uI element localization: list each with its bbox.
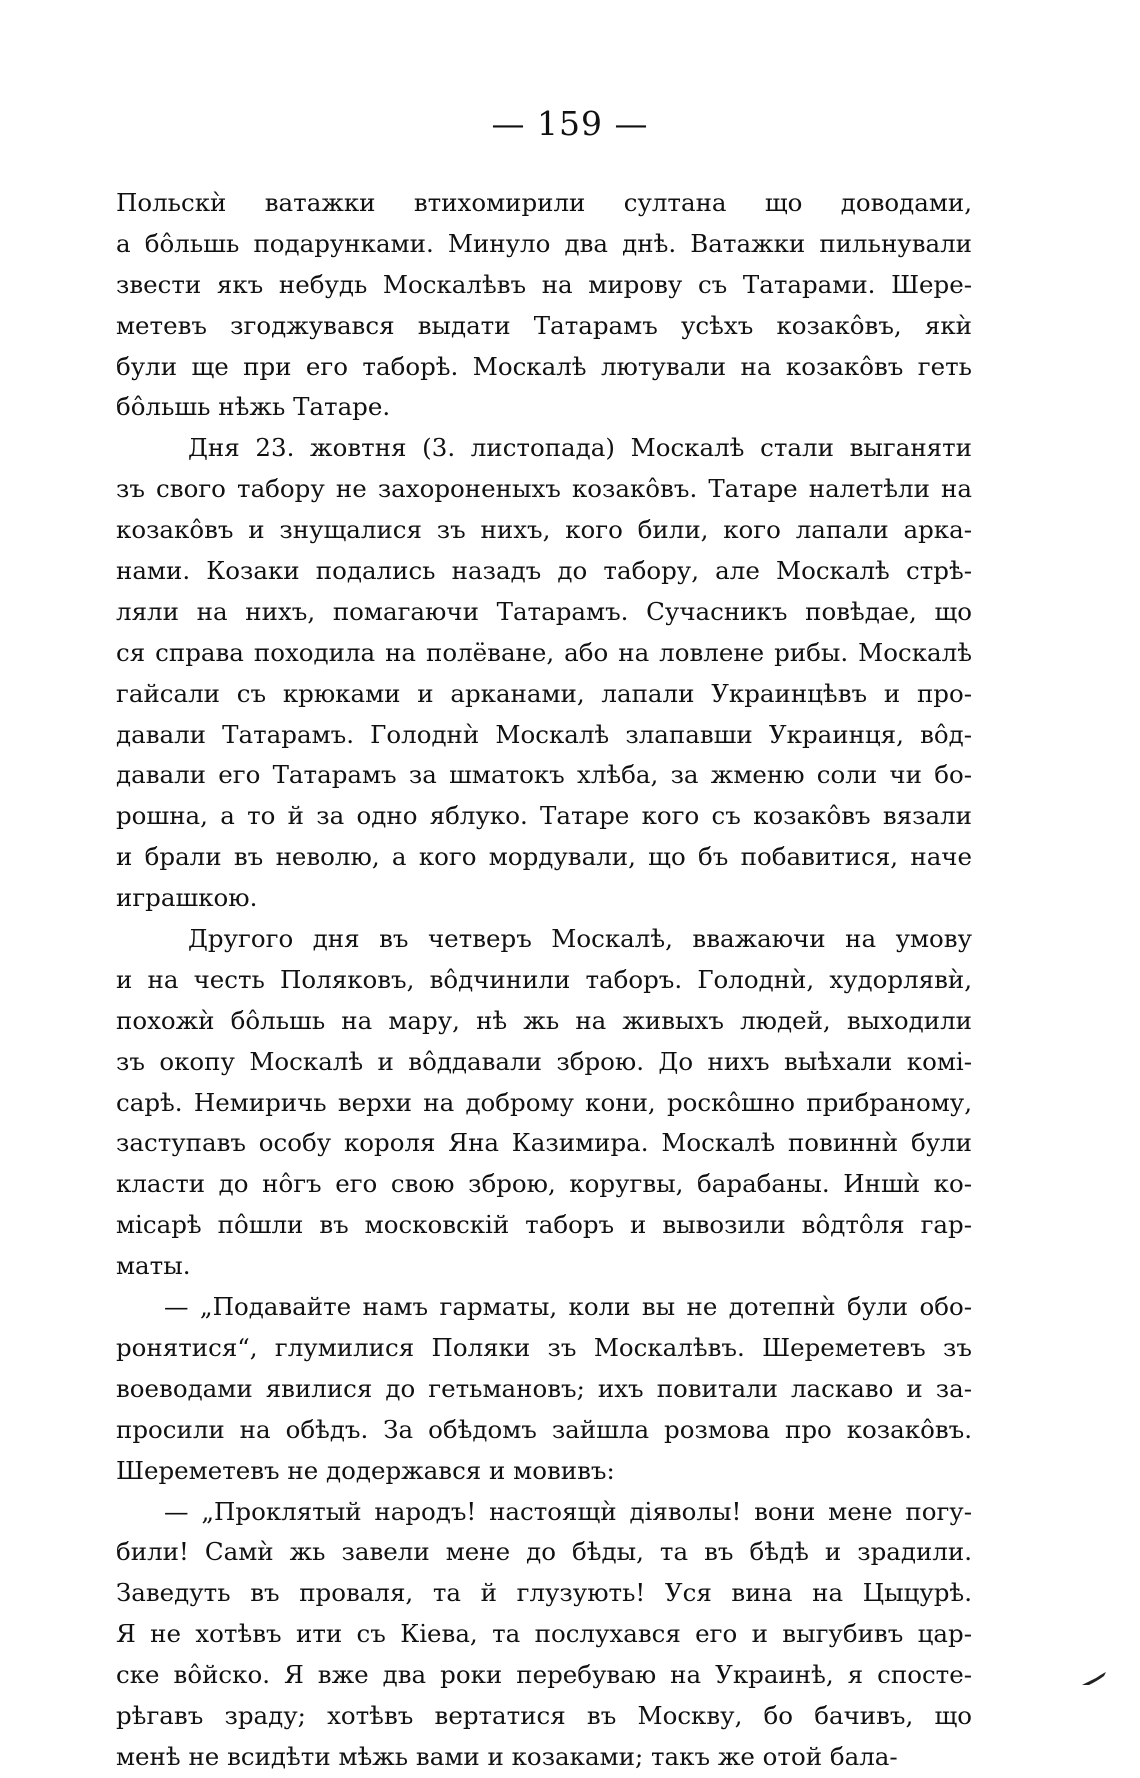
text-line: рѣгавъ зраду; хотѣвъ вертатися въ Москву, бо бачивъ, що bbox=[116, 1700, 972, 1730]
paragraph bbox=[116, 919, 972, 1287]
text-line: рошна, а то й за одно яблуко. Татаре кого съ козакôвъ вязали bbox=[116, 801, 972, 831]
text-line: играшкою. bbox=[116, 883, 258, 913]
text-line: сарѣ. Немиричь верхи на доброму кони, роскôшно прибраному, bbox=[116, 1087, 972, 1117]
paragraph bbox=[116, 183, 972, 428]
text-line: Шереметевъ не додержався и мовивъ: bbox=[116, 1455, 615, 1485]
text-line: ске вôйско. Я вже два роки перебуваю на Украинѣ, я спосте- bbox=[116, 1660, 972, 1690]
text-line: ляли на нихъ, помагаючи Татарамъ. Сучасникъ повѣдае, що bbox=[116, 596, 972, 626]
text-line: Польскѝ ватажки втихомирили султана що доводами, bbox=[116, 188, 972, 217]
text-line: бôльшь нѣжь Татаре. bbox=[116, 392, 391, 422]
text-line: менѣ не всидѣти мѣжь вами и козаками; такъ же отой бала- bbox=[116, 1741, 898, 1771]
text-line: зъ окопу Москалѣ и вôддавали зброю. До нихъ выѣхали комі- bbox=[116, 1046, 972, 1076]
text-line: звести якъ небудь Москалѣвъ на мирову съ Татарами. Шере- bbox=[116, 269, 972, 299]
text-line: — „Проклятый народъ! настоящѝ діяволы! вони мене погу- bbox=[164, 1496, 972, 1526]
text-line: — „Подавайте намъ гарматы, коли вы не дотепнѝ були обо- bbox=[164, 1292, 972, 1322]
text-line: били! Самѝ жь завели мене до бѣды, та въ бѣдѣ и зрадили. bbox=[116, 1537, 972, 1567]
text-line: гайсали съ крюками и арканами, лапали Украинцѣвъ и про- bbox=[116, 678, 972, 708]
text-line: Дня 23. жовтня (3. листопада) Москалѣ стали выганяти bbox=[188, 433, 972, 463]
text-line: давали Татарамъ. Голоднѝ Москалѣ злапавши Украинця, вôд- bbox=[116, 719, 972, 749]
body-text bbox=[116, 183, 972, 1778]
text-line: метевъ згоджувався выдати Татарамъ усѣхъ козакôвъ, якѝ bbox=[116, 310, 972, 340]
text-line: козакôвъ и знущалися зъ нихъ, кого били, кого лапали арка- bbox=[116, 515, 972, 545]
text-line: ронятися“, глумилися Поляки зъ Москалѣвъ. Шереметевъ зъ bbox=[116, 1332, 972, 1362]
text-line: нами. Козаки подались назадъ до табору, але Москалѣ стрѣ- bbox=[116, 556, 972, 586]
text-line: були ще при его таборѣ. Москалѣ лютували на козакôвъ геть bbox=[116, 351, 972, 381]
text-line: Другого дня въ четверъ Москалѣ, вважаючи на умову bbox=[188, 924, 972, 954]
text-line: заступавъ особу короля Яна Казимира. Москалѣ повиннѝ були bbox=[116, 1128, 972, 1158]
text-line: місарѣ пôшли въ московскій таборъ и вывозили вôдтôля гар- bbox=[116, 1210, 972, 1240]
paragraph bbox=[116, 1287, 972, 1491]
text-line: воеводами явилися до гетьмановъ; ихъ повитали ласкаво и за- bbox=[116, 1373, 972, 1403]
text-line: и на честь Поляковъ, вôдчинили таборъ. Голоднѝ, худорлявѝ, bbox=[116, 964, 972, 994]
page-number: — 159 — bbox=[491, 104, 649, 143]
text-line: просили на обѣдъ. За обѣдомъ зайшла розмова про козакôвъ. bbox=[116, 1414, 972, 1444]
text-line: класти до нôгъ его свою зброю, коругвы, барабаны. Иншѝ ко- bbox=[116, 1169, 972, 1199]
text-line: Заведуть въ проваля, та й глузують! Уся вина на Цыцурѣ. bbox=[116, 1578, 972, 1608]
ink-smudge-mark bbox=[1080, 1670, 1108, 1688]
text-line: зъ свого табору не захороненыхъ козакôвъ. Татаре налетѣли на bbox=[116, 474, 972, 504]
text-line: давали его Татарамъ за шматокъ хлѣба, за жменю соли чи бо- bbox=[116, 760, 972, 790]
text-line: ся справа походила на полёване, або на ловлене рибы. Москалѣ bbox=[116, 637, 972, 667]
text-line: маты. bbox=[116, 1251, 191, 1281]
text-line: похожѝ бôльшь на мару, нѣ жь на живыхъ людей, выходили bbox=[116, 1005, 972, 1035]
paragraph bbox=[116, 1492, 972, 1778]
text-line: и брали въ неволю, а кого мордували, що бъ побавитися, наче bbox=[116, 842, 972, 872]
text-line: Я не хотѣвъ ити съ Кіева, та послухався его и выгубивъ цар- bbox=[116, 1619, 972, 1649]
paragraph bbox=[116, 428, 972, 919]
text-line: а бôльшь подарунками. Минуло два днѣ. Ватажки пильнували bbox=[116, 228, 972, 258]
